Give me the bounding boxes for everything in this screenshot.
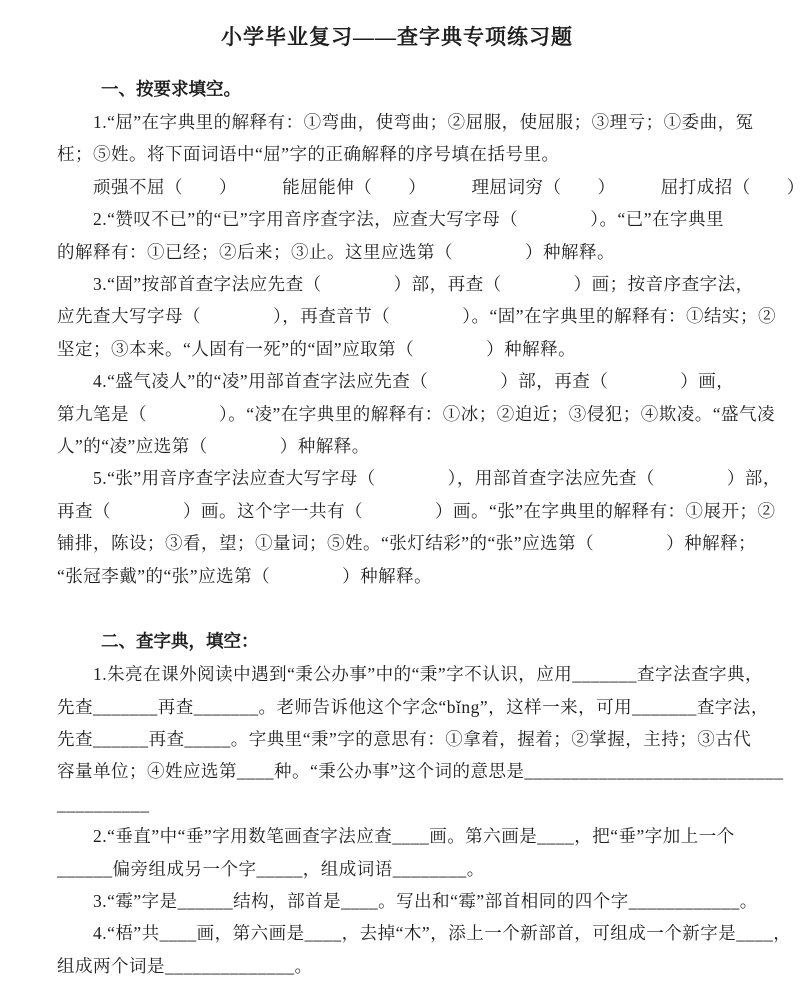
text-line: 先查______再查_____。字典里“秉”字的意思有：①拿着，握着；②掌握，主持；③古代 <box>57 728 752 749</box>
text-line: 再查（ ）画。这个字一共有（ ）画。“张”在字典里的解释有：①展开；② <box>57 500 776 521</box>
text-line: 先查_______再查_______。老师告诉他这个字念“bǐng”，这样一来，可用_______查字法， <box>57 696 769 717</box>
text-line: __________ <box>57 793 150 814</box>
text-line: 枉；⑤姓。将下面词语中“屈”字的正确解释的序号填在括号里。 <box>57 144 560 165</box>
text-line: 铺排，陈设；③看，望；①量词；⑤姓。“张灯结彩”的“张”应选第（ ）种解释； <box>57 533 757 554</box>
section-fill-in-blanks <box>57 73 805 592</box>
text-line: 1.“屈”在字典里的解释有：①弯曲，使弯曲；②屈服，使屈服；③理亏；①委曲，冤 <box>93 112 754 132</box>
text-line: 第九笔是（ ）。“凌”在字典里的解释有：①冰；②迫近；③侵犯；④欺凌。“盛气凌 <box>57 403 776 424</box>
text-line: 组成两个词是______________。 <box>57 955 313 976</box>
text-line: “张冠李戴”的“张”应选第（ ）种解释。 <box>57 565 433 586</box>
section-1-heading: 一、按要求填空。 <box>101 79 241 99</box>
section-dictionary-lookup <box>57 625 792 982</box>
section-2-lines <box>57 658 792 982</box>
text-line: 容量单位；④姓应选第____种。“秉公办事”这个词的意思是____________________________ <box>57 761 784 782</box>
text-line: 4.“盛气凌人”的“凌”用部首查字法应先查（ ）部，再查（ ）画， <box>93 371 735 392</box>
text-line: 坚定；③本来。“人固有一死”的“固”应取第（ ）种解释。 <box>57 338 577 359</box>
text-line: 3.“固”按部首查字法应先查（ ）部，再查（ ）画；按音序查字法， <box>93 274 754 295</box>
text-line: 2.“垂直”中“垂”字用数笔画查字法应查____画。第六画是____，把“垂”字加上一个 <box>93 826 735 847</box>
text-line: 5.“张”用音序查字法应查大写字母（ ），用部首查字法应先查（ ）部， <box>93 468 781 489</box>
text-line: 2.“赞叹不已”的“已”字用音序查字法，应查大写字母（ ）。“已”在字典里 <box>93 209 724 230</box>
text-line: 4.“梧”共____画，第六画是____，去掉“木”，添上一个新部首，可组成一个新字是____， <box>93 923 792 944</box>
page-title: 小学毕业复习——查字典专项练习题 <box>221 25 573 49</box>
text-line: 顽强不屈（ ） 能屈能伸（ ） 理屈词穷（ ） 屈打成招（ ） <box>93 176 805 197</box>
section-1-lines <box>57 106 805 592</box>
text-line: 1.朱亮在课外阅读中遇到“秉公办事”中的“秉”字不认识，应用_______查字法查字典， <box>93 664 763 685</box>
text-line: 3.“霉”字是______结构，部首是____。写出和“霉”部首相同的四个字____________。 <box>93 890 758 911</box>
text-line: 人”的“凌”应选第（ ）种解释。 <box>57 436 370 457</box>
text-line: ______偏旁组成另一个字_____，组成词语________。 <box>57 858 485 879</box>
text-line: 应先查大写字母（ ），再查音节（ ）。“固”在字典里的解释有：①结实；② <box>57 306 777 327</box>
section-2-heading: 二、查字典，填空： <box>101 631 259 652</box>
text-line: 的解释有：①已经；②后来；③止。这里应选第（ ）种解释。 <box>57 241 615 262</box>
